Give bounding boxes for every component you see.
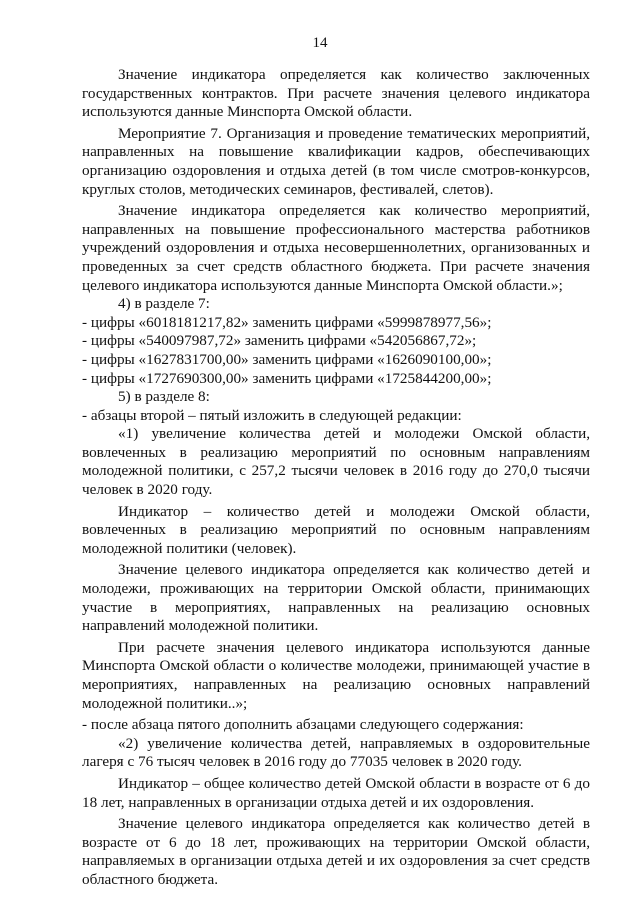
paragraph-item-1: «1) увеличение количества детей и молодежи Омской области, вовлеченных в реализацию мероприятий по основным направлениям молодежной политики, с 257,2 тысячи человек в 2016 году до 270,0 тысячи человек в 2020 году. (82, 425, 590, 499)
document-body (82, 66, 590, 890)
paragraph-indicator-events: Значение индикатора определяется как количество мероприятий, направленных на повышение профессионального мастерства работников учреждений оздоровления и отдыха несовершеннолетних, организованных и проведенных за счет средств областного бюджета. При расчете значения целевого индикатора используются данные Минспорта Омской области.»; (82, 202, 590, 294)
paragraph-indicator-camps: Индикатор – общее количество детей Омской области в возрасте от 6 до 18 лет, направленных в организации отдыха детей и их оздоровления. (82, 774, 590, 811)
paragraph-paragraphs-2-5: - абзацы второй – пятый изложить в следующей редакции: (82, 406, 462, 424)
paragraph-section-8: 5) в разделе 8: (118, 388, 210, 406)
paragraph-calculation-youth: При расчете значения целевого индикатора используются данные Минспорта Омской области о количестве молодежи, принимающей участие в мероприятиях, направленных на реализацию основных направлений молодежной политики..»; (82, 638, 590, 712)
paragraph-value-youth: Значение целевого индикатора определяется как количество детей и молодежи, проживающих на территории Омской области, принимающих участие в мероприятиях, направленных на реализацию основных направлений молодежной политики. (82, 561, 590, 635)
paragraph-indicator-youth: Индикатор – количество детей и молодежи Омской области, вовлеченных в реализацию мероприятий по основным направлениям молодежной политики (человек). (82, 502, 590, 557)
paragraph-section-7: 4) в разделе 7: (118, 295, 210, 313)
page-number: 14 (312, 35, 328, 51)
paragraph-value-camps: Значение целевого индикатора определяется как количество детей в возрасте от 6 до 18 лет, проживающих на территории Омской области, направляемых в организации отдыха детей и их оздоровления за счет средств областного бюджета. (82, 815, 590, 888)
paragraph-event-7: Мероприятие 7. Организация и проведение тематических мероприятий, направленных на повышение квалификации кадров, обеспечивающих организацию оздоровления и отдыха детей (в том числе смотров-конкурсов, круглых столов, методических семинаров, фестивалей, слетов). (82, 124, 590, 198)
paragraph-replace-3: - цифры «1627831700,00» заменить цифрами «1626090100,00»; (82, 350, 492, 368)
paragraph-replace-1: - цифры «6018181217,82» заменить цифрами «5999878977,56»; (82, 313, 492, 331)
paragraph-replace-2: - цифры «540097987,72» заменить цифрами «542056867,72»; (82, 332, 477, 350)
paragraph-add-after-5: - после абзаца пятого дополнить абзацами следующего содержания: (82, 716, 524, 734)
paragraph-replace-4: - цифры «1727690300,00» заменить цифрами «1725844200,00»; (82, 369, 492, 387)
paragraph-item-2: «2) увеличение количества детей, направляемых в оздоровительные лагеря с 76 тысяч человек в 2016 году до 77035 человек в 2020 году. (82, 734, 590, 771)
paragraph-indicator-contracts: Значение индикатора определяется как количество заключенных государственных контрактов. При расчете значения целевого индикатора используются данные Минспорта Омской области. (82, 66, 590, 121)
